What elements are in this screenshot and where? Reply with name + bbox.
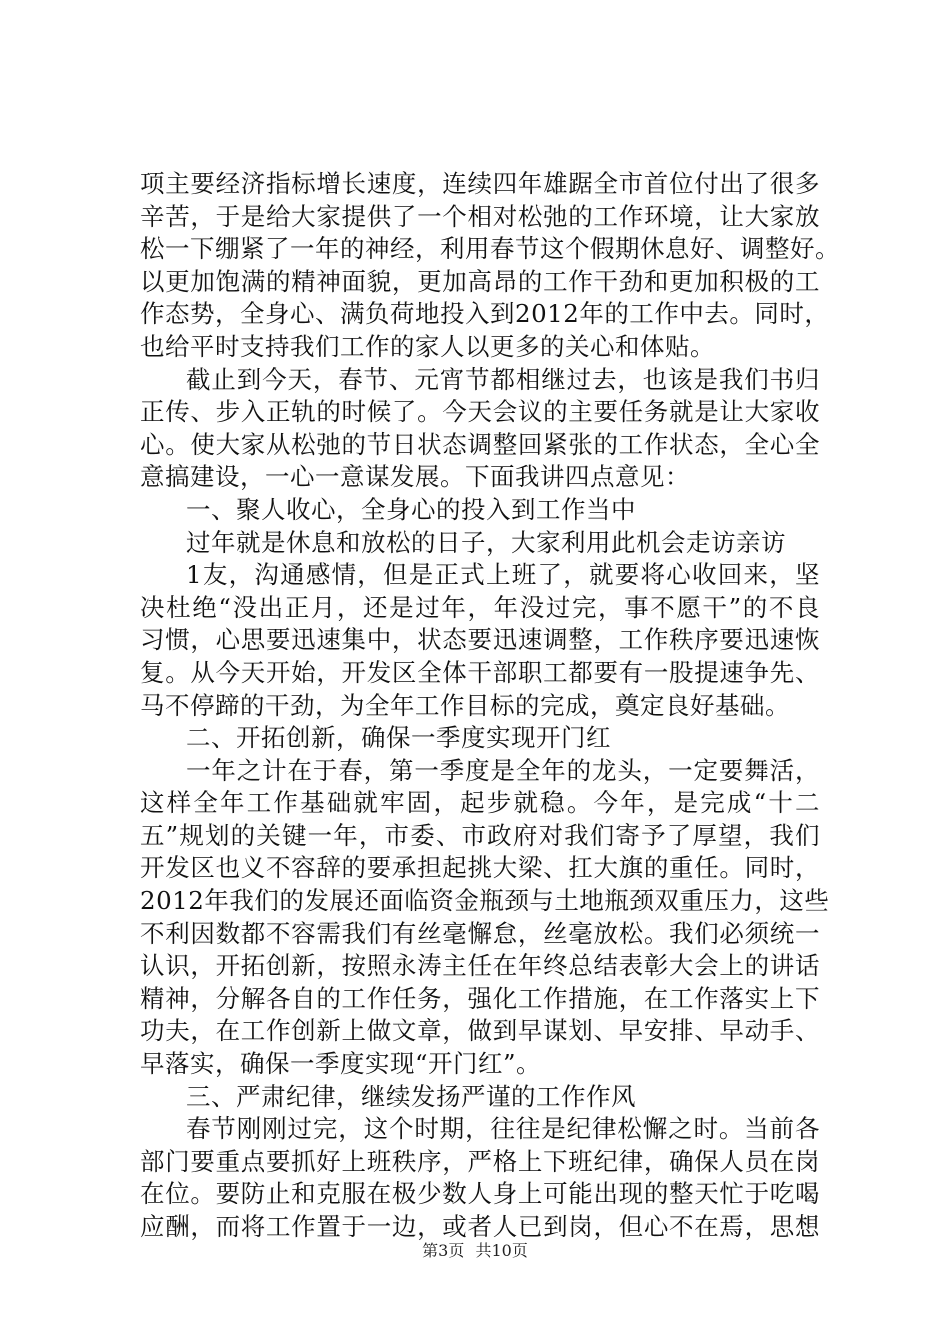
- text-line: 作态势，全身心、满负荷地投入到2012年的工作中去。同时，: [140, 299, 830, 329]
- text-line: 五”规划的关键一年，市委、市政府对我们寄予了厚望，我们: [140, 820, 820, 850]
- text-line: 马不停蹄的干劲，为全年工作目标的完成，奠定良好基础。: [140, 690, 790, 720]
- text-line: 心。使大家从松弛的节日状态调整回紧张的工作状态，全心全: [140, 429, 820, 459]
- text-line: 部门要重点要抓好上班秩序，严格上下班纪律，确保人员在岗: [140, 1146, 820, 1176]
- document-body: [140, 168, 840, 1244]
- text-line: 一年之计在于春，第一季度是全年的龙头，一定要舞活，: [186, 755, 820, 785]
- text-line: 一、聚人收心，全身心的投入到工作当中: [186, 494, 636, 524]
- text-line: 认识，开拓创新，按照永涛主任在年终总结表彰大会上的讲话: [140, 951, 820, 981]
- text-line: 1友，沟通感情，但是正式上班了，就要将心收回来，坚: [186, 560, 820, 590]
- text-line: 松一下绷紧了一年的神经，利用春节这个假期休息好、调整好。: [140, 234, 840, 264]
- text-line: 功夫，在工作创新上做文章，做到早谋划、早安排、早动手、: [140, 1016, 820, 1046]
- page-number: 第3页: [422, 1241, 465, 1260]
- text-line: 三、严肃纪律，继续发扬严谨的工作作风: [186, 1081, 636, 1111]
- text-line: 辛苦，于是给大家提供了一个相对松弛的工作环境，让大家放: [140, 201, 820, 231]
- text-line: 开发区也义不容辞的要承担起挑大梁、扛大旗的重任。同时，: [140, 853, 820, 883]
- page-footer: [0, 1238, 950, 1261]
- text-line: 二、开拓创新，确保一季度实现开门红: [186, 723, 611, 753]
- text-line: 习惯，心思要迅速集中，状态要迅速调整，工作秩序要迅速恢: [140, 625, 820, 655]
- text-line: 2012年我们的发展还面临资金瓶颈与土地瓶颈双重压力，这些: [140, 886, 830, 916]
- text-line: 精神，分解各自的工作任务，强化工作措施，在工作落实上下: [140, 983, 820, 1013]
- text-line: 应酬，而将工作置于一边，或者人已到岗，但心不在焉，思想: [140, 1212, 820, 1241]
- text-line: 不利因数都不容需我们有丝毫懈怠，丝毫放松。我们必须统一: [140, 918, 820, 948]
- text-line: 复。从今天开始，开发区全体干部职工都要有一股提速争先、: [140, 657, 820, 687]
- text-line: 这样全年工作基础就牢固，起步就稳。今年，是完成“十二: [140, 788, 820, 818]
- text-line: 过年就是休息和放松的日子，大家利用此机会走访亲访: [186, 527, 786, 557]
- text-line: 也给平时支持我们工作的家人以更多的关心和体贴。: [140, 331, 715, 361]
- text-line: 意搞建设，一心一意谋发展。下面我讲四点意见：: [140, 462, 690, 492]
- text-line: 以更加饱满的精神面貌，更加高昂的工作干劲和更加积极的工: [140, 266, 820, 296]
- text-line: 早落实，确保一季度实现“开门红”。: [140, 1049, 542, 1079]
- text-line: 截止到今天，春节、元宵节都相继过去，也该是我们书归: [186, 364, 820, 394]
- text-line: 项主要经济指标增长速度，连续四年雄踞全市首位付出了很多: [140, 169, 820, 198]
- text-line: 春节刚刚过完，这个时期，往往是纪律松懈之时。当前各: [186, 1114, 820, 1144]
- text-line: 决杜绝“没出正月，还是过年，年没过完，事不愿干”的不良: [140, 592, 820, 622]
- text-line: 正传、步入正轨的时候了。今天会议的主要任务就是让大家收: [140, 397, 820, 427]
- text-line: 在位。要防止和克服在极少数人身上可能出现的整天忙于吃喝: [140, 1179, 820, 1209]
- page-total: 共10页: [475, 1241, 528, 1260]
